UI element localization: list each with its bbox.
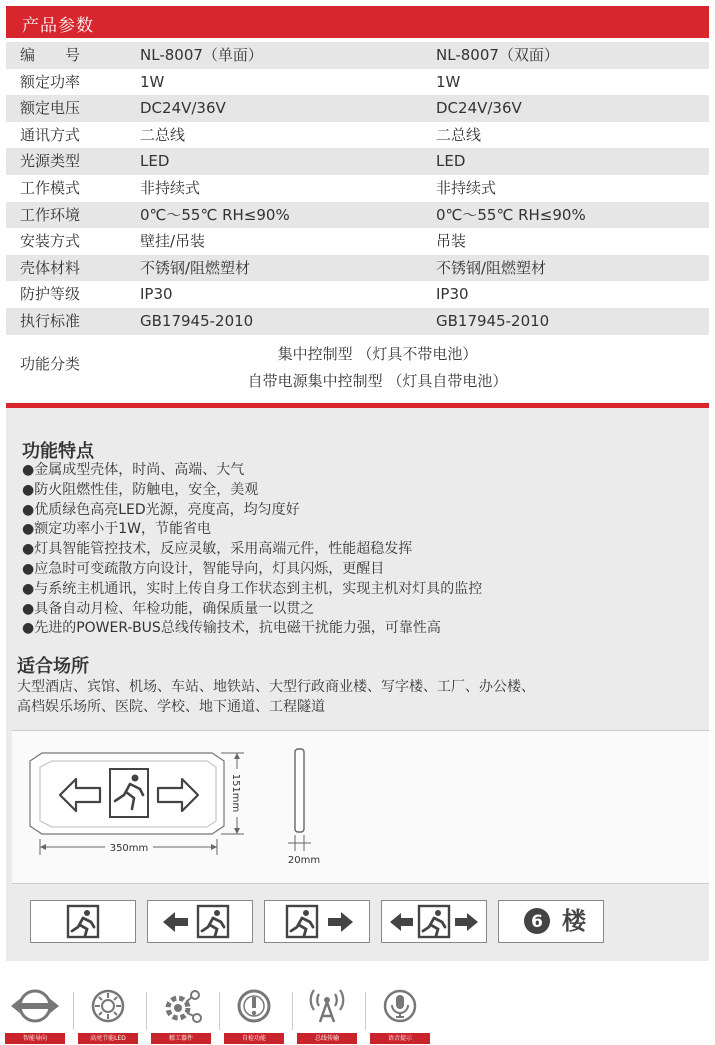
front-view bbox=[30, 753, 224, 834]
spec-value-single: 非持续式 bbox=[140, 178, 201, 197]
icon-separator bbox=[365, 992, 366, 1030]
list-item: ●灯具智能管控技术，反应灵敏，采用高端元件，性能超稳发挥 bbox=[22, 541, 413, 558]
spec-value-single: 不锈钢/阻燃塑材 bbox=[140, 258, 251, 277]
spec-value-double: 不锈钢/阻燃塑材 bbox=[436, 258, 547, 277]
venues-line2: 高档娱乐场所、医院、学校、地下通道、工程隧道 bbox=[17, 699, 325, 715]
spec-key: 防护等级 bbox=[20, 285, 81, 304]
venues-text bbox=[17, 677, 535, 717]
features-title: 功能特点 bbox=[22, 441, 94, 462]
spec-value-single: LED bbox=[140, 152, 170, 171]
table-row bbox=[6, 175, 709, 202]
feature-icon-bus bbox=[297, 984, 357, 1044]
floor-text: 楼 bbox=[562, 907, 586, 935]
sign-right-exit bbox=[264, 900, 370, 943]
feature-icon-smart-guide bbox=[5, 984, 65, 1044]
sign-both-exit bbox=[381, 900, 487, 943]
icon-label: 总线传输 bbox=[297, 1033, 357, 1044]
list-item: ●与系统主机通讯，实时上传自身工作状态到主机，实现主机对灯具的监控 bbox=[22, 580, 483, 597]
microphone-icon bbox=[370, 984, 430, 1034]
spec-value-single: GB17945-2010 bbox=[140, 311, 254, 330]
smart-guide-icon bbox=[5, 984, 65, 1034]
feature-icon-voice bbox=[370, 984, 430, 1044]
venues-title: 适合场所 bbox=[17, 656, 89, 677]
spec-value-double: NL-8007（双面） bbox=[436, 46, 559, 64]
table-row bbox=[6, 42, 709, 69]
feature-icon-components bbox=[151, 984, 211, 1044]
spec-value-double: LED bbox=[436, 152, 466, 171]
venues-line1: 大型酒店、宾馆、机场、车站、地铁站、大型行政商业楼、写字楼、工厂、办公楼、 bbox=[17, 679, 535, 695]
features-list bbox=[22, 461, 482, 639]
list-item: ●具备自动月检、年检功能，确保质量一以贯之 bbox=[22, 600, 315, 617]
icon-separator bbox=[73, 992, 74, 1030]
feature-icon-selftest bbox=[224, 984, 284, 1044]
feature-icon-led bbox=[78, 984, 138, 1044]
spec-key: 额定功率 bbox=[20, 72, 81, 91]
spec-value-double: GB17945-2010 bbox=[436, 311, 550, 330]
width-label: 350mm bbox=[109, 843, 149, 854]
icon-separator bbox=[219, 992, 220, 1030]
table-row bbox=[6, 148, 709, 175]
left-exit-icon bbox=[148, 901, 252, 942]
spec-key: 壳体材料 bbox=[20, 258, 81, 277]
spec-value-single: 壁挂/吊装 bbox=[140, 232, 206, 251]
spec-value-double: 吊装 bbox=[436, 232, 467, 251]
spec-key: 执行标准 bbox=[20, 311, 81, 330]
list-item: ●防火阻燃性佳，防触电，安全，美观 bbox=[22, 481, 259, 498]
icon-label: 自检功能 bbox=[224, 1033, 284, 1044]
feature-icon-strip bbox=[0, 980, 715, 1045]
both-exit-icon bbox=[382, 901, 486, 942]
spec-value-double: 二总线 bbox=[436, 125, 482, 144]
dimension-drawing bbox=[12, 730, 709, 884]
spec-value-single: 0℃～55℃ RH≤90% bbox=[140, 205, 290, 224]
gear-icon bbox=[151, 984, 211, 1034]
exit-door-icon bbox=[31, 901, 135, 942]
table-row bbox=[6, 122, 709, 149]
right-exit-icon bbox=[265, 901, 369, 942]
sign-exit-door bbox=[30, 900, 136, 943]
self-test-icon bbox=[224, 984, 284, 1034]
dimension-drawing-svg bbox=[12, 731, 709, 883]
spec-value-double: IP30 bbox=[436, 285, 469, 304]
spec-key: 通讯方式 bbox=[20, 125, 81, 144]
floor-sign-graphic bbox=[499, 901, 603, 942]
led-icon bbox=[78, 984, 138, 1034]
spec-value-double: 0℃～55℃ RH≤90% bbox=[436, 205, 586, 224]
spec-value-double: 1W bbox=[436, 72, 461, 91]
spec-value-single: 二总线 bbox=[140, 125, 186, 144]
table-row bbox=[6, 202, 709, 229]
spec-header bbox=[6, 6, 709, 38]
icon-label: 语音提示 bbox=[370, 1033, 430, 1044]
list-item: ●先进的POWER-BUS总线传输技术，抗电磁干扰能力强，可靠性高 bbox=[22, 620, 441, 637]
function-class-row bbox=[6, 337, 709, 395]
spec-value-single: 1W bbox=[140, 72, 165, 91]
spec-key: 安装方式 bbox=[20, 232, 81, 251]
sign-left-exit bbox=[147, 900, 253, 943]
icon-separator bbox=[292, 992, 293, 1030]
spec-value-single: IP30 bbox=[140, 285, 173, 304]
spec-key: 光源类型 bbox=[20, 152, 81, 171]
function-class-label: 功能分类 bbox=[20, 355, 81, 373]
icon-label: 精工器件 bbox=[151, 1033, 211, 1044]
table-row bbox=[6, 255, 709, 282]
floor-number: 6 bbox=[531, 912, 543, 932]
spec-key: 编 号 bbox=[20, 46, 81, 64]
width-dimension-line bbox=[40, 839, 217, 855]
icon-label: 高亮节能LED bbox=[78, 1033, 138, 1044]
spec-key: 工作环境 bbox=[20, 205, 81, 224]
depth-label: 20mm bbox=[287, 855, 321, 866]
table-row bbox=[6, 308, 709, 335]
icon-label: 智能导向 bbox=[5, 1033, 65, 1044]
list-item: ●额定功率小于1W，节能省电 bbox=[22, 521, 211, 538]
spec-header-title: 产品参数 bbox=[22, 16, 94, 36]
icon-separator bbox=[146, 992, 147, 1030]
table-row bbox=[6, 95, 709, 122]
sign-floor bbox=[498, 900, 604, 943]
spec-value-single: NL-8007（单面） bbox=[140, 46, 263, 64]
spec-key: 额定电压 bbox=[20, 99, 81, 118]
function-class-line1: 集中控制型 （灯具不带电池） bbox=[277, 345, 478, 363]
spec-table bbox=[6, 42, 709, 335]
spec-value-double: 非持续式 bbox=[436, 178, 497, 197]
table-row bbox=[6, 228, 709, 255]
spec-value-double: DC24V/36V bbox=[436, 99, 522, 118]
table-row bbox=[6, 281, 709, 308]
list-item: ●金属成型壳体，时尚、高端、大气 bbox=[22, 462, 245, 478]
table-row bbox=[6, 69, 709, 96]
signal-tower-icon bbox=[297, 984, 357, 1034]
function-class-line2: 自带电源集中控制型 （灯具自带电池） bbox=[247, 372, 508, 390]
side-view bbox=[288, 749, 320, 866]
list-item: ●应急时可变疏散方向设计，智能导向，灯具闪烁，更醒目 bbox=[22, 560, 385, 577]
list-item: ●优质绿色高亮LED光源，亮度高，均匀度好 bbox=[22, 501, 300, 518]
height-label: 151mm bbox=[230, 773, 241, 813]
spec-key: 工作模式 bbox=[20, 178, 81, 197]
spec-value-single: DC24V/36V bbox=[140, 99, 226, 118]
